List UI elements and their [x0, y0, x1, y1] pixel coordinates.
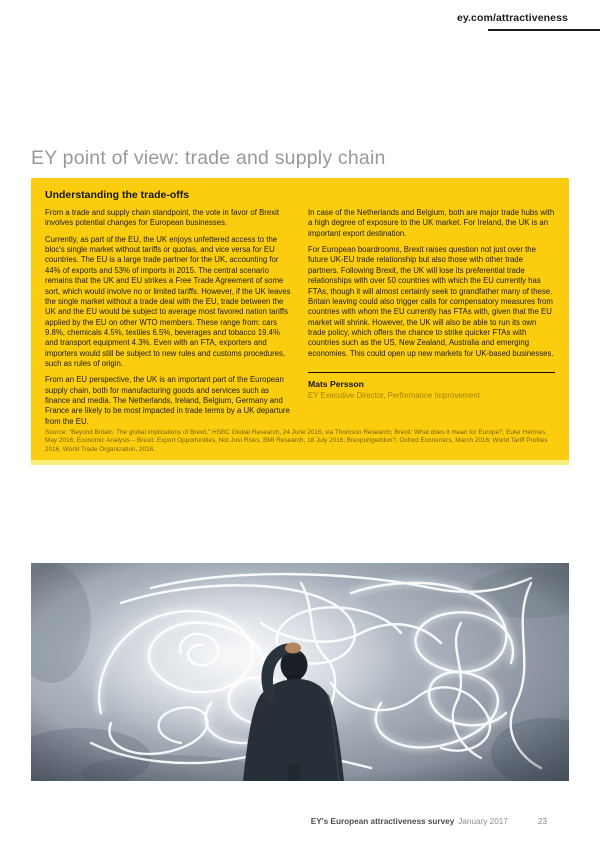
photo-illustration: [31, 563, 569, 781]
paragraph: Currently, as part of the EU, the UK enjoys unfettered access to the bloc's single market without tariffs or quotas, and vice versa for EU countries. The EU is a large trade partner for the UK, accounting for 44% of exports and 53% of imports in 2015. The central scenario remains that the UK and EU strikes a Free Trade Agreement of some sort, which would involve no or limited tariffs. However, if the UK leaves the single market without a trade deal with the EU, trade between the UK and the EU would be subject to average most favored nation tariffs applied by the EU on other WTO members. These range from: cars 9.8%, chemicals 4.5%, textiles 6.5%, beverages and tobacco 19.4% and transport equipment 4.3%. Even with an FTA, exporters and importers would still be subject to new rules and customs procedures, such as rules of origin.: [45, 234, 291, 369]
page-footer: [311, 817, 547, 826]
paragraph: In case of the Netherlands and Belgium, both are major trade hubs with a high degree of exposure to the UK market. For Ireland, the UK is an important export destination.: [308, 208, 555, 238]
author-title: EY Executive Director, Performance Improvement: [308, 391, 480, 401]
businessman-scribble-wall-photo: [31, 563, 569, 781]
right-column-paragraphs: [308, 208, 555, 359]
author-block: [308, 372, 555, 400]
footer-date: January 2017: [458, 817, 508, 826]
callout-heading: Understanding the trade-offs: [45, 189, 190, 201]
source-note: Source: "Beyond Britain: The global implications of Brexit," HSBC Global Research, 24 June 2016, via Thomson Research; Brexit: What does it mean for Europe?, Euler Hermes, May 2016; Economic Analysis – Brexit: Export Opportunities, Not Just Risks, BMI Research, 18 July 2016; Brexportgeddon?, Oxford Economics, March 2016; World Tariff Profiles 2016, World Trade Organization, 2016.: [45, 429, 548, 453]
header-rule: [488, 29, 600, 31]
paragraph: From an EU perspective, the UK is an important part of the European supply chain, both for manufacturing goods and services such as finance and media. The Netherlands, Ireland, Belgium, Germany and France are likely to be most impacted in trade terms by a UK departure from the EU.: [45, 375, 290, 426]
author-name: Mats Persson: [308, 379, 364, 390]
pale-yellow-strip: [31, 460, 569, 465]
callout-left-column: [45, 208, 292, 433]
trade-offs-callout-box: [31, 178, 569, 460]
footer-page-number: 23: [537, 817, 547, 826]
paragraph: For European boardrooms, Brexit raises question not just over the future UK-EU trade relationship but also those with other trade partners. Following Brexit, the UK will lose its preferential trade relationships with over 50 countries with which the EU currently has FTAs, though it will almost certainly seek to grandfather many of these. Britain leaving could also trigger calls for compensatory measures from countries with whom the EU currently has FTAs with, given that the EU market will shrink. However, the UK will also be able to run its own trade policy, which offers the chance to strike quicker FTAs with countries such as the US, New Zealand, Australia and emerging economies. This could open up new markets for UK-based businesses.: [308, 245, 554, 358]
paragraph: From a trade and supply chain standpoint, the vote in favor of Brexit involves potential changes for European businesses.: [45, 208, 280, 228]
page-title: EY point of view: trade and supply chain: [31, 147, 386, 169]
callout-right-column: [308, 208, 555, 433]
website-url-link[interactable]: ey.com/attractiveness: [456, 12, 568, 24]
footer-publication: EY's European attractiveness survey: [310, 817, 455, 826]
